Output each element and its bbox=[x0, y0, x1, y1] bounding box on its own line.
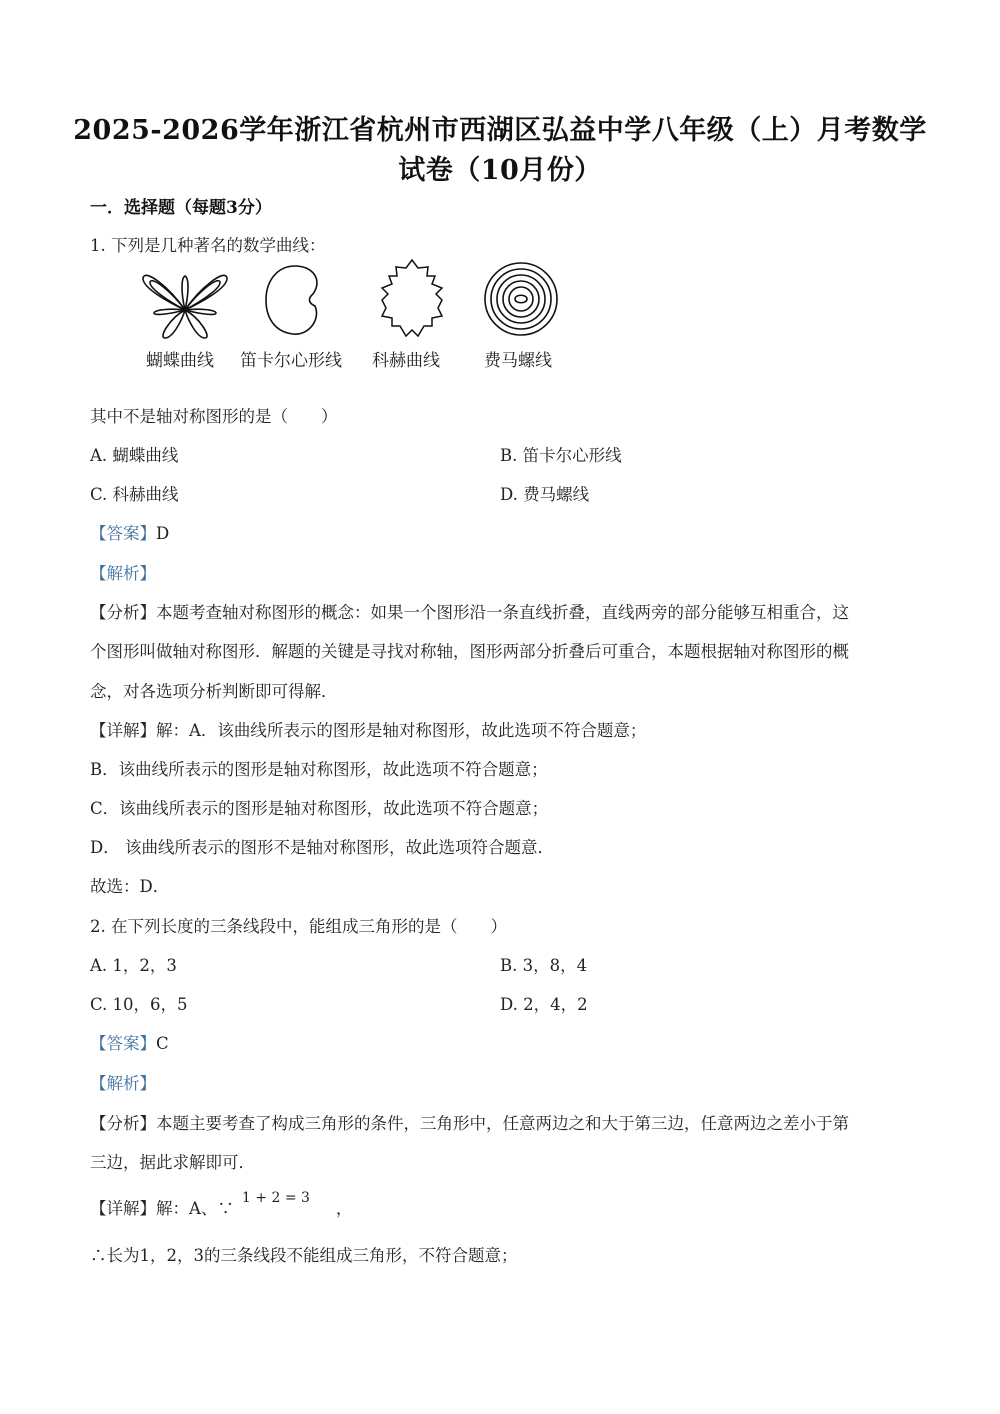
q2-stem: 2. 在下列长度的三条线段中，能组成三角形的是（ ） bbox=[90, 917, 507, 936]
q1-xiangjie-line1: 【详解】解：A．该曲线所表示的图形是轴对称图形，故此选项不符合题意； bbox=[90, 721, 647, 740]
q1-answer bbox=[90, 520, 169, 544]
q1-xiangjie-line2: B．该曲线所表示的图形是轴对称图形，故此选项不符合题意； bbox=[90, 760, 548, 779]
xiangjie-suffix: ， bbox=[335, 1199, 353, 1218]
caption-butterfly: 蝴蝶曲线 bbox=[146, 351, 214, 371]
xiangjie-prefix: 【详解】解：A、∵ bbox=[90, 1199, 234, 1218]
q2-answer bbox=[90, 1030, 169, 1054]
q2-option-b: B. 3，8，4 bbox=[500, 956, 588, 975]
q2-xiangjie bbox=[90, 1190, 353, 1219]
q1-xiangjie-line3: C．该曲线所表示的图形是轴对称图形，故此选项不符合题意； bbox=[90, 799, 549, 818]
q1-xiangjie-line5: 故选：D． bbox=[90, 877, 170, 896]
q2-option-a: A. 1，2，3 bbox=[90, 956, 177, 975]
answer-value: D bbox=[156, 524, 170, 543]
q2-option-c: C. 10，6，5 bbox=[90, 995, 188, 1014]
answer-label: 【答案】 bbox=[90, 524, 156, 543]
q2-fenxi-line2: 三边，据此求解即可． bbox=[90, 1153, 255, 1172]
fermat-spiral-icon bbox=[480, 258, 562, 340]
butterfly-curve-icon bbox=[140, 258, 230, 340]
q1-analysis-label: 【解析】 bbox=[90, 564, 156, 583]
q2-option-d: D. 2，4，2 bbox=[500, 995, 588, 1014]
section-heading: 一．选择题（每题3分） bbox=[90, 198, 272, 218]
q1-fenxi-line2: 个图形叫做轴对称图形．解题的关键是寻找对称轴，图形两部分折叠后可重合，本题根据轴对称图形的概 bbox=[90, 642, 849, 661]
answer-label: 【答案】 bbox=[90, 1034, 156, 1053]
q1-option-b: B. 笛卡尔心形线 bbox=[500, 446, 622, 465]
q1-figures bbox=[135, 258, 575, 340]
cardioid-icon bbox=[263, 258, 333, 340]
caption-cardioid: 笛卡尔心形线 bbox=[240, 351, 342, 371]
exam-title-line1: 2025-2026学年浙江省杭州市西湖区弘益中学八年级（上）月考数学 bbox=[73, 115, 927, 146]
caption-fermat: 费马螺线 bbox=[484, 351, 552, 371]
exam-title-line2: 试卷（10月份） bbox=[398, 155, 602, 186]
q1-stem: 1. 下列是几种著名的数学曲线： bbox=[90, 236, 326, 255]
q1-question: 其中不是轴对称图形的是（ ） bbox=[90, 407, 338, 426]
math-expression: 1 + 2 = 3 bbox=[241, 1190, 310, 1206]
q1-option-a: A. 蝴蝶曲线 bbox=[90, 446, 179, 465]
caption-koch: 科赫曲线 bbox=[372, 351, 440, 371]
q1-option-d: D. 费马螺线 bbox=[500, 485, 590, 504]
answer-value: C bbox=[156, 1034, 169, 1053]
q1-fenxi-line3: 念，对各选项分析判断即可得解． bbox=[90, 682, 338, 701]
q2-conclusion: ∴长为1，2，3的三条线段不能组成三角形，不符合题意； bbox=[90, 1246, 518, 1265]
koch-snowflake-icon bbox=[372, 258, 452, 340]
q2-analysis-label: 【解析】 bbox=[90, 1074, 156, 1093]
q1-option-c: C. 科赫曲线 bbox=[90, 485, 179, 504]
q1-fenxi-line1: 【分析】本题考查轴对称图形的概念：如果一个图形沿一条直线折叠，直线两旁的部分能够互相重合，这 bbox=[90, 603, 849, 622]
q2-fenxi-line1: 【分析】本题主要考查了构成三角形的条件，三角形中，任意两边之和大于第三边，任意两边之差小于第 bbox=[90, 1114, 849, 1133]
q1-xiangjie-line4: D． 该曲线所表示的图形不是轴对称图形，故此选项符合题意． bbox=[90, 838, 554, 857]
